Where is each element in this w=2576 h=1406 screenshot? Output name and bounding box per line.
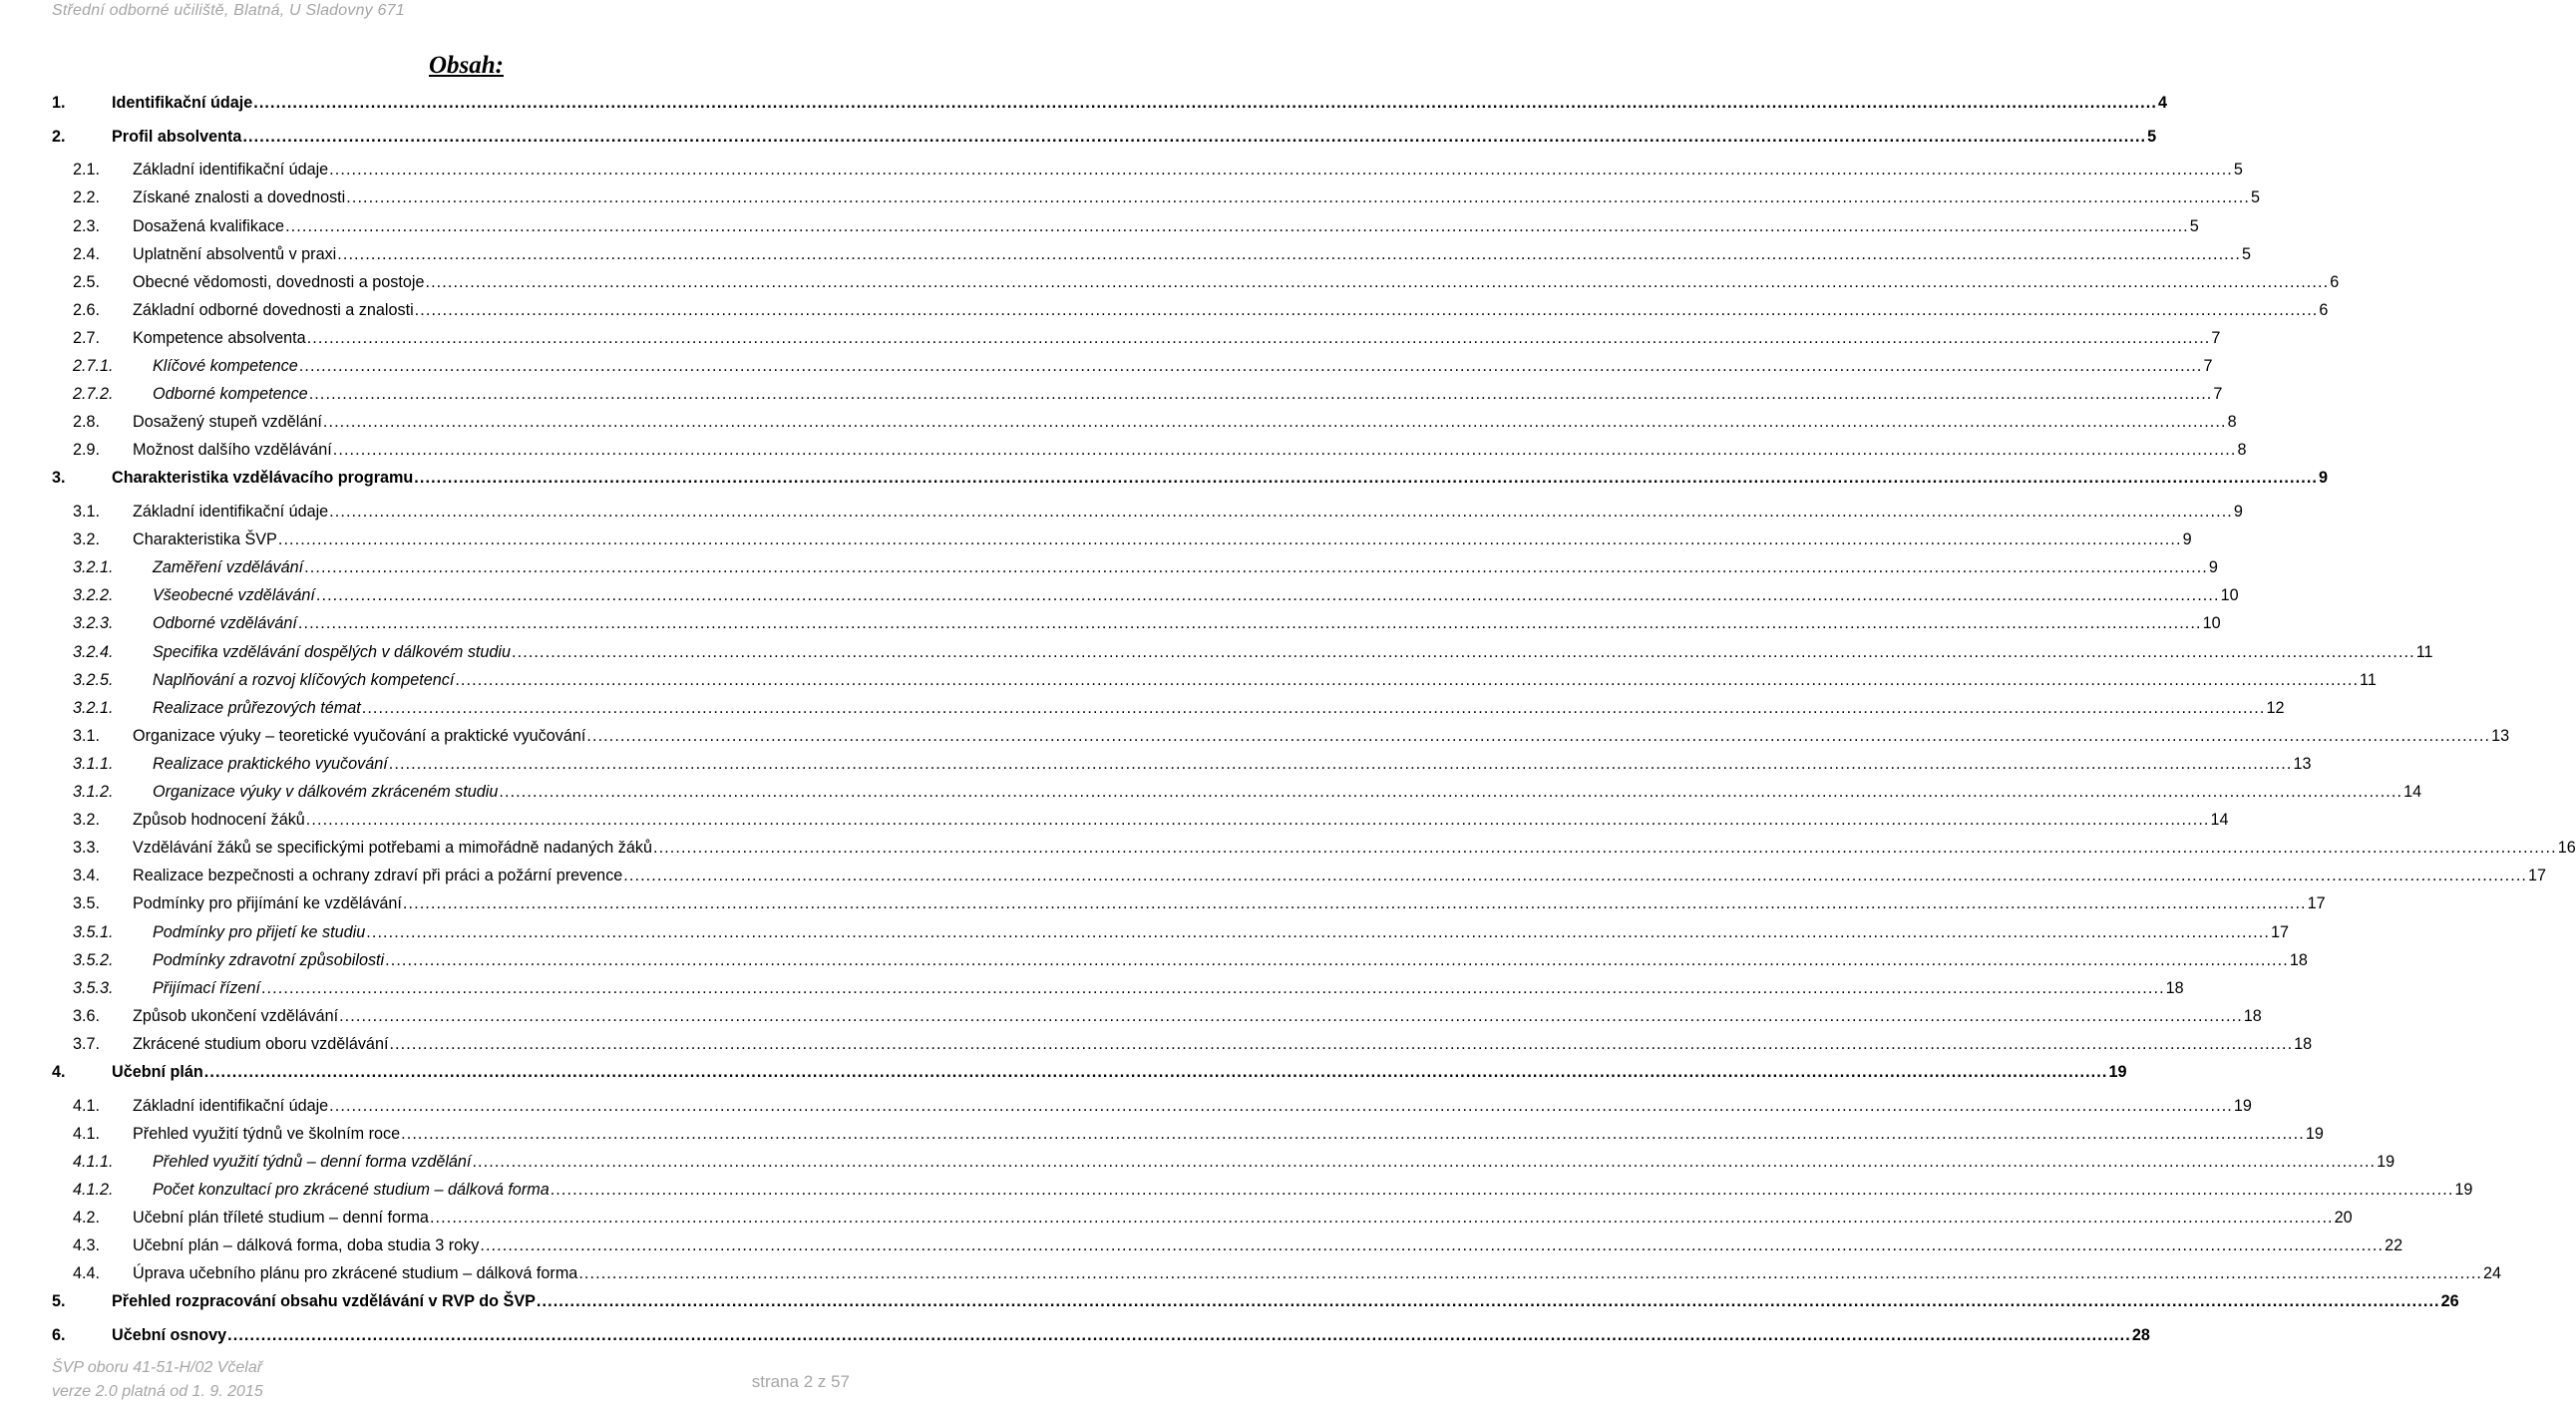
toc-entry-title: Učební plán – dálková forma, doba studia 3 roky: [133, 1236, 480, 1255]
toc-leader-dots: [623, 862, 2527, 889]
toc-entry-number: 3.2.3.: [73, 614, 114, 633]
toc-entry[interactable]: [52, 609, 2221, 637]
toc-entry-title: Přehled využití týdnů ve školním roce: [133, 1124, 401, 1143]
toc-entry[interactable]: [52, 123, 2157, 157]
toc-entry-title: Základní identifikační údaje: [133, 161, 329, 179]
toc-leader-dots: [329, 498, 2233, 526]
toc-entry-number: 3.7.: [73, 1034, 101, 1053]
toc-entry-title: Podmínky zdravotní způsobilosti: [153, 950, 385, 969]
toc-entry-number: 3.2.1.: [73, 558, 114, 577]
toc-leader-dots: [204, 1058, 2108, 1086]
toc-leader-dots: [306, 806, 2210, 834]
toc-entry-page: 12: [2266, 698, 2285, 717]
toc-leader-dots: [329, 1092, 2233, 1120]
toc-entry-title: Přehled využití týdnů – denní forma vzdělání: [153, 1152, 472, 1171]
toc-leader-dots: [339, 1002, 2243, 1030]
toc-leader-dots: [316, 581, 2220, 609]
toc-entry[interactable]: [52, 1148, 2395, 1176]
toc-entry-page: 17: [2307, 894, 2326, 913]
toc-entry-title: Uplatnění absolventů v praxi: [133, 244, 337, 263]
toc-entry-number: 3.2.: [73, 530, 101, 549]
toc-entry-title: Charakteristika vzdělávacího programu: [112, 469, 414, 488]
toc-entry-number: 3.1.2.: [73, 783, 114, 802]
toc-leader-dots: [499, 778, 2402, 806]
toc-entry-number: 3.2.4.: [73, 642, 114, 661]
toc-entry-title: Zaměření vzdělávání: [153, 558, 304, 577]
toc-entry-title: Naplňování a rozvoj klíčových kompetencí: [153, 670, 455, 689]
toc-entry-title: Specifika vzdělávání dospělých v dálkovém studiu: [153, 642, 512, 661]
toc-entry-page: 5: [2189, 216, 2199, 235]
toc-entry-title: Obecné vědomosti, dovednosti a postoje: [133, 272, 425, 291]
toc-entry[interactable]: [52, 1204, 2353, 1231]
toc-entry[interactable]: [52, 1231, 2403, 1259]
toc-leader-dots: [307, 324, 2211, 352]
toc-entry-number: 2.7.1.: [73, 357, 114, 376]
toc-entry[interactable]: [52, 1176, 2473, 1204]
toc-entry-title: Organizace výuky v dálkovém zkráceném studiu: [153, 783, 499, 802]
toc-entry-title: Všeobecné vzdělávání: [153, 586, 315, 605]
toc-entry-number: 3.2.5.: [73, 670, 114, 689]
toc-entry-number: 3.5.: [73, 894, 101, 913]
toc-entry-title: Podmínky pro přijetí ke studiu: [153, 922, 366, 941]
toc-entry-title: Vzdělávání žáků se specifickými potřebami a mimořádně nadaných žáků: [133, 839, 652, 858]
toc-entry-number: 6.: [52, 1326, 66, 1344]
toc-leader-dots: [430, 1204, 2334, 1231]
toc-leader-dots: [278, 526, 2182, 553]
toc-leader-dots: [227, 1321, 2131, 1349]
toc-leader-dots: [414, 464, 2318, 492]
footer-program: ŠVP oboru 41-51-H/02 Včelař: [52, 1359, 263, 1376]
toc-leader-dots: [261, 974, 2165, 1002]
toc-entry[interactable]: [52, 1259, 2502, 1287]
toc-entry-page: 18: [2243, 1006, 2262, 1025]
toc-entry[interactable]: [52, 436, 2247, 464]
toc-entry-page: 9: [2233, 503, 2243, 522]
toc-entry-title: Realizace průřezových témat: [153, 698, 361, 717]
toc-leader-dots: [425, 268, 2329, 296]
toc-entry[interactable]: [52, 1030, 2313, 1058]
toc-entry[interactable]: [52, 464, 2329, 498]
toc-entry[interactable]: [52, 750, 2312, 778]
toc-entry-page: 11: [2415, 642, 2433, 661]
toc-entry-title: Možnost dalšího vzdělávání: [133, 441, 332, 460]
toc-entry[interactable]: [52, 1287, 2459, 1321]
toc-entry-title: Identifikační údaje: [112, 94, 253, 112]
toc-leader-dots: [537, 1287, 2440, 1315]
toc-leader-dots: [362, 694, 2266, 722]
toc-leader-dots: [346, 183, 2250, 211]
toc-entry-page: 7: [2203, 357, 2213, 376]
toc-entry-page: 9: [2182, 530, 2192, 549]
toc-entry[interactable]: [52, 722, 2510, 750]
toc-entry-page: 8: [2237, 441, 2247, 460]
toc-entry-page: 5: [2147, 127, 2157, 146]
toc-entry-page: 14: [2403, 783, 2422, 802]
toc-entry-number: 4.: [52, 1062, 66, 1081]
toc-leader-dots: [385, 946, 2289, 974]
toc-entry[interactable]: [52, 240, 2251, 268]
toc-entry-page: 18: [2289, 950, 2308, 969]
toc-entry-title: Učební plán tříleté studium – denní forma: [133, 1209, 429, 1228]
toc-entry-title: Realizace bezpečnosti a ochrany zdraví při práci a požární prevence: [133, 867, 623, 885]
toc-leader-dots: [309, 380, 2213, 408]
toc-leader-dots: [304, 553, 2208, 581]
toc-entry-title: Získané znalosti a dovednosti: [133, 188, 346, 207]
toc-entry-number: 2.7.: [73, 328, 101, 347]
toc-entry-title: Přijímací řízení: [153, 978, 260, 997]
toc-entry[interactable]: [52, 1092, 2252, 1120]
toc-entry[interactable]: [52, 526, 2192, 553]
toc-leader-dots: [389, 750, 2293, 778]
toc-entry[interactable]: [52, 581, 2239, 609]
toc-entry[interactable]: [52, 156, 2243, 183]
toc-leader-dots: [253, 89, 2157, 117]
toc-leader-dots: [480, 1231, 2384, 1259]
toc-entry-page: 6: [2330, 272, 2340, 291]
toc-leader-dots: [299, 352, 2203, 380]
page-header: Střední odborné učiliště, Blatná, U Sladovny 671: [52, 2, 405, 19]
toc-entry-title: Odborné vzdělávání: [153, 614, 297, 633]
toc-entry-page: 18: [2294, 1034, 2313, 1053]
toc-leader-dots: [578, 1259, 2482, 1287]
toc-entry-title: Klíčové kompetence: [153, 357, 298, 376]
toc-leader-dots: [401, 1120, 2305, 1148]
toc-entry-number: 3.4.: [73, 867, 101, 885]
toc-entry-page: 11: [2360, 670, 2377, 689]
toc-entry-page: 10: [2202, 614, 2221, 633]
toc-entry[interactable]: [52, 408, 2237, 436]
toc-entry-number: 2.6.: [73, 300, 101, 319]
toc-entry[interactable]: [52, 889, 2326, 917]
toc-entry[interactable]: [52, 1120, 2324, 1148]
toc-entry-title: Charakteristika ŠVP: [133, 530, 277, 549]
table-of-contents: [52, 89, 2576, 1355]
toc-entry-number: 2.3.: [73, 216, 101, 235]
toc-leader-dots: [551, 1176, 2454, 1204]
toc-entry-number: 3.5.1.: [73, 922, 114, 941]
toc-entry[interactable]: [52, 268, 2340, 296]
toc-entry[interactable]: [52, 778, 2422, 806]
toc-entry[interactable]: [52, 498, 2243, 526]
toc-entry-number: 3.3.: [73, 839, 101, 858]
toc-entry-title: Počet konzultací pro zkrácené studium – dálková forma: [153, 1180, 550, 1199]
toc-leader-dots: [285, 212, 2189, 240]
toc-entry-number: 4.1.2.: [73, 1180, 114, 1199]
toc-leader-dots: [329, 156, 2233, 183]
toc-entry-title: Základní odborné dovednosti a znalosti: [133, 300, 414, 319]
toc-entry[interactable]: [52, 553, 2218, 581]
toc-entry-number: 2.4.: [73, 244, 101, 263]
toc-leader-dots: [389, 1030, 2293, 1058]
toc-entry-title: Organizace výuky – teoretické vyučování a praktické vyučování: [133, 726, 586, 745]
toc-entry-page: 5: [2233, 161, 2243, 179]
toc-entry-title: Dosažená kvalifikace: [133, 216, 285, 235]
toc-entry-page: 19: [2108, 1062, 2127, 1081]
toc-leader-dots: [586, 722, 2490, 750]
toc-entry[interactable]: [52, 834, 2576, 862]
toc-entry-page: 17: [2528, 867, 2547, 885]
toc-entry-page: 22: [2385, 1236, 2403, 1255]
toc-entry-number: 2.9.: [73, 441, 101, 460]
toc-entry-page: 13: [2491, 726, 2510, 745]
toc-entry[interactable]: [52, 212, 2199, 240]
toc-entry-number: 3.: [52, 469, 66, 488]
toc-entry-number: 3.1.1.: [73, 754, 114, 773]
toc-entry-number: 3.2.1.: [73, 698, 114, 717]
toc-entry-number: 3.1.: [73, 726, 101, 745]
toc-leader-dots: [337, 240, 2241, 268]
toc-entry[interactable]: [52, 1002, 2262, 1030]
toc-entry[interactable]: [52, 1321, 2150, 1355]
toc-entry-page: 24: [2483, 1264, 2502, 1283]
toc-entry-page: 19: [2377, 1152, 2395, 1171]
toc-entry-page: 4: [2157, 94, 2167, 112]
toc-entry-number: 2.1.: [73, 161, 101, 179]
toc-entry-number: 3.6.: [73, 1006, 101, 1025]
toc-leader-dots: [472, 1148, 2376, 1176]
toc-entry-page: 9: [2208, 558, 2218, 577]
toc-entry-page: 17: [2270, 922, 2289, 941]
toc-entry-page: 7: [2211, 328, 2221, 347]
toc-entry[interactable]: [52, 918, 2289, 946]
toc-entry-title: Odborné kompetence: [153, 385, 308, 404]
toc-entry-page: 19: [2305, 1124, 2324, 1143]
toc-entry-page: 18: [2165, 978, 2184, 997]
toc-entry-number: 2.2.: [73, 188, 101, 207]
toc-entry-number: 2.7.2.: [73, 385, 114, 404]
toc-leader-dots: [512, 638, 2415, 666]
toc-entry-number: 3.2.: [73, 811, 101, 830]
toc-entry-page: 10: [2220, 586, 2239, 605]
toc-entry-page: 19: [2233, 1096, 2252, 1115]
toc-entry-title: Zkrácené studium oboru vzdělávání: [133, 1034, 389, 1053]
toc-entry-number: 4.2.: [73, 1209, 101, 1228]
toc-entry[interactable]: [52, 806, 2229, 834]
toc-entry-number: 3.5.2.: [73, 950, 114, 969]
toc-entry-page: 14: [2210, 811, 2229, 830]
toc-entry[interactable]: [52, 89, 2167, 123]
toc-entry-title: Realizace praktického vyučování: [153, 754, 388, 773]
toc-entry-page: 7: [2213, 385, 2223, 404]
footer-left: [52, 1356, 263, 1404]
toc-entry-page: 8: [2227, 413, 2237, 432]
toc-entry-number: 2.8.: [73, 413, 101, 432]
toc-entry-number: 5.: [52, 1292, 66, 1311]
footer-version: verze 2.0 platná od 1. 9. 2015: [52, 1383, 263, 1400]
toc-entry-page: 9: [2319, 469, 2329, 488]
toc-entry-page: 6: [2319, 300, 2329, 319]
toc-entry-title: Základní identifikační údaje: [133, 1096, 329, 1115]
toc-entry-number: 2.: [52, 127, 66, 146]
toc-entry-number: 4.4.: [73, 1264, 101, 1283]
toc-entry-title: Přehled rozpracování obsahu vzdělávání v RVP do ŠVP: [112, 1292, 536, 1311]
toc-entry-page: 5: [2250, 188, 2260, 207]
toc-entry[interactable]: [52, 324, 2221, 352]
toc-entry-number: 2.5.: [73, 272, 101, 291]
toc-entry-title: Učební plán: [112, 1062, 203, 1081]
toc-leader-dots: [403, 889, 2307, 917]
toc-entry[interactable]: [52, 974, 2184, 1002]
toc-leader-dots: [242, 123, 2146, 151]
toc-entry-title: Úprava učebního plánu pro zkrácené studium – dálková forma: [133, 1264, 578, 1283]
toc-leader-dots: [333, 436, 2237, 464]
toc-entry-title: Učební osnovy: [112, 1326, 227, 1344]
toc-entry-page: 5: [2241, 244, 2251, 263]
toc-entry-page: 20: [2334, 1209, 2353, 1228]
toc-entry-number: 3.5.3.: [73, 978, 114, 997]
toc-leader-dots: [298, 609, 2202, 637]
toc-entry-page: 28: [2131, 1326, 2150, 1344]
toc-leader-dots: [323, 408, 2227, 436]
toc-entry-number: 4.1.: [73, 1124, 101, 1143]
toc-entry-number: 1.: [52, 94, 66, 112]
toc-leader-dots: [415, 296, 2319, 324]
toc-leader-dots: [366, 918, 2270, 946]
toc-entry-page: 16: [2557, 839, 2576, 858]
toc-entry[interactable]: [52, 694, 2285, 722]
toc-entry-number: 3.1.: [73, 503, 101, 522]
toc-entry[interactable]: [52, 862, 2547, 889]
toc-entry-title: Kompetence absolventa: [133, 328, 306, 347]
page-title: Obsah:: [428, 52, 504, 79]
toc-entry-number: 3.2.2.: [73, 586, 114, 605]
toc-entry[interactable]: [52, 296, 2329, 324]
toc-leader-dots: [653, 834, 2557, 862]
toc-entry-page: 26: [2440, 1292, 2459, 1311]
toc-entry-title: Profil absolventa: [112, 127, 242, 146]
toc-entry-title: Způsob hodnocení žáků: [133, 811, 305, 830]
toc-entry-page: 13: [2293, 754, 2312, 773]
toc-entry[interactable]: [52, 638, 2433, 666]
footer-page-number: strana 2 z 57: [751, 1372, 850, 1391]
toc-entry[interactable]: [52, 380, 2223, 408]
toc-entry[interactable]: [52, 352, 2213, 380]
toc-entry-title: Způsob ukončení vzdělávání: [133, 1006, 339, 1025]
toc-entry[interactable]: [52, 666, 2377, 694]
toc-entry-title: Základní identifikační údaje: [133, 503, 329, 522]
toc-entry-number: 4.1.1.: [73, 1152, 114, 1171]
toc-entry-title: Podmínky pro přijímání ke vzdělávání: [133, 894, 402, 913]
toc-leader-dots: [455, 666, 2359, 694]
toc-entry-page: 19: [2454, 1180, 2473, 1199]
toc-entry[interactable]: [52, 1058, 2127, 1092]
toc-entry[interactable]: [52, 946, 2308, 974]
toc-entry-number: 4.3.: [73, 1236, 101, 1255]
toc-entry-title: Dosažený stupeň vzdělání: [133, 413, 322, 432]
toc-entry-number: 4.1.: [73, 1096, 101, 1115]
toc-entry[interactable]: [52, 183, 2260, 211]
